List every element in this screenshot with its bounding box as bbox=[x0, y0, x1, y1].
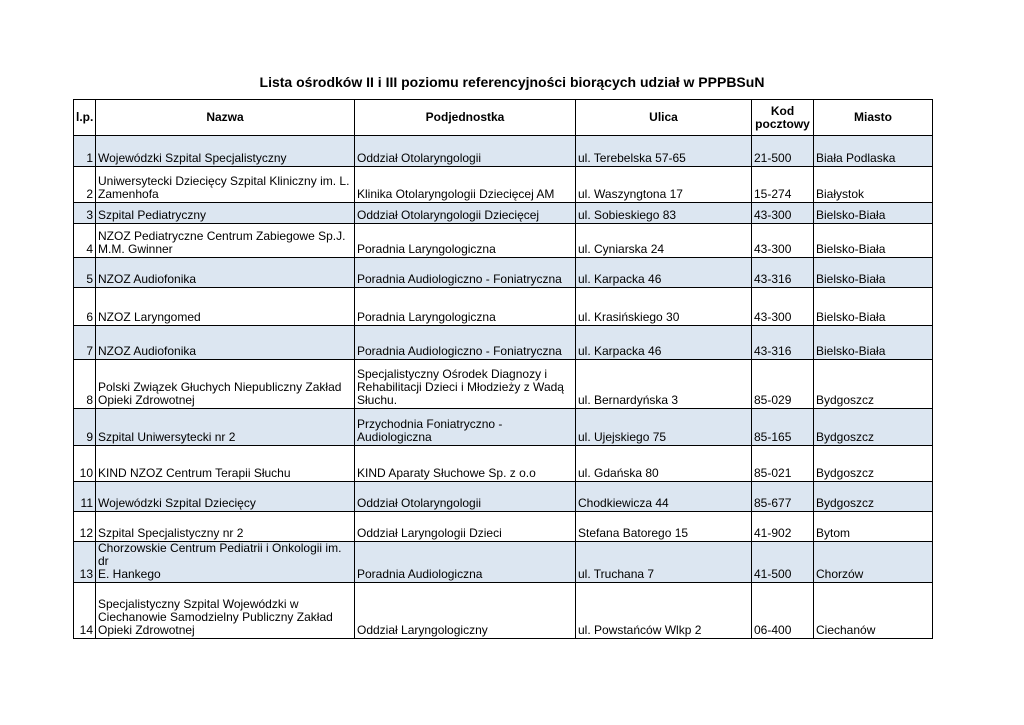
cell-podjednostka bbox=[355, 512, 576, 542]
cell-ulica: ul. Ujejskiego 75 bbox=[576, 409, 752, 446]
table-row bbox=[74, 326, 933, 360]
cell-miasto: Chorzów bbox=[814, 542, 933, 583]
table-row bbox=[74, 288, 933, 326]
cell-nazwa bbox=[96, 583, 355, 639]
cell-nazwa-line: KIND NZOZ Centrum Terapii Słuchu bbox=[98, 466, 291, 480]
cell-podjednostka bbox=[355, 446, 576, 482]
cell-podjednostka bbox=[355, 326, 576, 360]
table-row bbox=[74, 512, 933, 542]
header-miasto: Miasto bbox=[814, 100, 933, 136]
cell-miasto: Bielsko-Biała bbox=[814, 326, 933, 360]
cell-podjednostka-line: Przychodnia Foniatryczno - Audiologiczna bbox=[357, 417, 503, 444]
cell-podjednostka-line: Poradnia Audiologiczna bbox=[357, 567, 483, 581]
cell-nazwa-line: Specjalistyczny Szpital Wojewódzki w bbox=[98, 597, 299, 611]
cell-podjednostka-line: Poradnia Laryngologiczna bbox=[357, 242, 496, 256]
table-row bbox=[74, 360, 933, 409]
cell-miasto: Ciechanów bbox=[814, 583, 933, 639]
cell-kod: 06-400 bbox=[752, 583, 814, 639]
cell-nazwa bbox=[96, 136, 355, 167]
cell-nazwa bbox=[96, 288, 355, 326]
cell-podjednostka-line: Słuchu. bbox=[357, 393, 398, 407]
table-row bbox=[74, 203, 933, 224]
cell-podjednostka-line: Oddział Otolaryngologii Dziecięcej bbox=[357, 208, 540, 222]
cell-lp: 9 bbox=[74, 409, 96, 446]
cell-podjednostka-line: KIND Aparaty Słuchowe Sp. z o.o bbox=[357, 466, 536, 480]
cell-nazwa-line: Szpital Pediatryczny bbox=[98, 208, 207, 222]
cell-miasto: Bielsko-Biała bbox=[814, 258, 933, 288]
cell-nazwa-line: Polski Związek Głuchych Niepubliczny Zakład bbox=[98, 380, 342, 394]
cell-podjednostka bbox=[355, 409, 576, 446]
cell-nazwa-line: Wojewódzki Szpital Specjalistyczny bbox=[98, 151, 287, 165]
cell-nazwa-line: Szpital Specjalistyczny nr 2 bbox=[98, 526, 244, 540]
cell-kod: 43-316 bbox=[752, 258, 814, 288]
cell-nazwa-line: M.M. Gwinner bbox=[98, 242, 173, 256]
cell-lp: 4 bbox=[74, 224, 96, 258]
cell-podjednostka-line: Klinika Otolaryngologii Dziecięcej AM bbox=[357, 187, 555, 201]
cell-kod: 41-902 bbox=[752, 512, 814, 542]
cell-nazwa-line: NZOZ Laryngomed bbox=[98, 310, 201, 324]
cell-kod: 85-021 bbox=[752, 446, 814, 482]
cell-podjednostka bbox=[355, 167, 576, 203]
cell-nazwa-line: E. Hankego bbox=[98, 567, 161, 581]
cell-ulica: Stefana Batorego 15 bbox=[576, 512, 752, 542]
cell-nazwa bbox=[96, 224, 355, 258]
cell-kod: 85-165 bbox=[752, 409, 814, 446]
cell-kod: 43-300 bbox=[752, 288, 814, 326]
cell-podjednostka-line: Rehabilitacji Dzieci i Młodzieży z Wadą bbox=[357, 380, 564, 394]
table-row bbox=[74, 167, 933, 203]
cell-lp: 1 bbox=[74, 136, 96, 167]
table-row bbox=[74, 258, 933, 288]
cell-nazwa bbox=[96, 482, 355, 512]
cell-nazwa bbox=[96, 326, 355, 360]
cell-podjednostka-line: Poradnia Audiologiczno - Foniatryczna bbox=[357, 344, 562, 358]
cell-nazwa-line: NZOZ Pediatryczne Centrum Zabiegowe Sp.J. bbox=[98, 229, 346, 243]
cell-ulica: ul. Waszyngtona 17 bbox=[576, 167, 752, 203]
table-body bbox=[74, 136, 933, 639]
cell-lp: 5 bbox=[74, 258, 96, 288]
cell-miasto: Bydgoszcz bbox=[814, 360, 933, 409]
header-kod bbox=[752, 100, 814, 136]
cell-ulica: ul. Karpacka 46 bbox=[576, 326, 752, 360]
header-ulica: Ulica bbox=[576, 100, 752, 136]
cell-podjednostka bbox=[355, 224, 576, 258]
cell-miasto: Biała Podlaska bbox=[814, 136, 933, 167]
cell-nazwa-line: Zamenhofa bbox=[98, 187, 159, 201]
cell-nazwa bbox=[96, 167, 355, 203]
cell-nazwa-line: NZOZ Audiofonika bbox=[98, 344, 197, 358]
cell-nazwa-line: Ciechanowie Samodzielny Publiczny Zakład bbox=[98, 610, 333, 624]
cell-podjednostka-line: Poradnia Laryngologiczna bbox=[357, 310, 496, 324]
table-row bbox=[74, 542, 933, 583]
table-row bbox=[74, 482, 933, 512]
cell-ulica: ul. Cyniarska 24 bbox=[576, 224, 752, 258]
cell-podjednostka bbox=[355, 288, 576, 326]
cell-nazwa bbox=[96, 360, 355, 409]
table-row bbox=[74, 446, 933, 482]
cell-podjednostka-line: Poradnia Audiologiczno - Foniatryczna bbox=[357, 272, 562, 286]
cell-ulica: ul. Bernardyńska 3 bbox=[576, 360, 752, 409]
cell-podjednostka bbox=[355, 583, 576, 639]
cell-lp: 6 bbox=[74, 288, 96, 326]
cell-lp: 7 bbox=[74, 326, 96, 360]
table-row bbox=[74, 583, 933, 639]
page-title: Lista ośrodków II i III poziomu referencyjności biorących udział w PPPBSuN bbox=[259, 74, 765, 90]
cell-nazwa-line: Chorzowskie Centrum Pediatrii i Onkologii im. dr bbox=[98, 541, 342, 568]
cell-nazwa bbox=[96, 409, 355, 446]
table-row bbox=[74, 409, 933, 446]
cell-miasto: Bydgoszcz bbox=[814, 446, 933, 482]
cell-miasto: Bytom bbox=[814, 512, 933, 542]
cell-kod: 41-500 bbox=[752, 542, 814, 583]
cell-miasto: Bielsko-Biała bbox=[814, 224, 933, 258]
cell-podjednostka bbox=[355, 258, 576, 288]
cell-ulica: Chodkiewicza 44 bbox=[576, 482, 752, 512]
header-kod-line1: Kod bbox=[770, 103, 795, 118]
cell-lp: 11 bbox=[74, 482, 96, 512]
centers-table bbox=[73, 99, 933, 639]
cell-lp: 8 bbox=[74, 360, 96, 409]
cell-lp: 14 bbox=[74, 583, 96, 639]
cell-ulica: ul. Gdańska 80 bbox=[576, 446, 752, 482]
cell-miasto: Bydgoszcz bbox=[814, 409, 933, 446]
cell-miasto: Bielsko-Biała bbox=[814, 288, 933, 326]
cell-kod: 15-274 bbox=[752, 167, 814, 203]
cell-lp: 13 bbox=[74, 542, 96, 583]
cell-kod: 43-300 bbox=[752, 224, 814, 258]
cell-miasto: Bydgoszcz bbox=[814, 482, 933, 512]
cell-kod: 43-316 bbox=[752, 326, 814, 360]
cell-nazwa bbox=[96, 446, 355, 482]
cell-kod: 43-300 bbox=[752, 203, 814, 224]
cell-nazwa bbox=[96, 512, 355, 542]
cell-podjednostka bbox=[355, 542, 576, 583]
header-lp: l.p. bbox=[74, 100, 96, 136]
cell-nazwa bbox=[96, 203, 355, 224]
cell-ulica: ul. Truchana 7 bbox=[576, 542, 752, 583]
cell-lp: 3 bbox=[74, 203, 96, 224]
table-row bbox=[74, 224, 933, 258]
cell-lp: 12 bbox=[74, 512, 96, 542]
cell-podjednostka-line: Oddział Laryngologiczny bbox=[357, 623, 488, 637]
cell-nazwa bbox=[96, 258, 355, 288]
cell-nazwa bbox=[96, 542, 355, 583]
cell-kod: 85-029 bbox=[752, 360, 814, 409]
cell-lp: 2 bbox=[74, 167, 96, 203]
cell-nazwa-line: Szpital Uniwersytecki nr 2 bbox=[98, 430, 236, 444]
cell-miasto: Bielsko-Biała bbox=[814, 203, 933, 224]
cell-ulica: ul. Karpacka 46 bbox=[576, 258, 752, 288]
table-row bbox=[74, 136, 933, 167]
cell-nazwa-line: Uniwersytecki Dziecięcy Szpital Kliniczny im. L. bbox=[98, 174, 350, 188]
cell-podjednostka-line: Oddział Laryngologii Dzieci bbox=[357, 526, 502, 540]
cell-podjednostka-line: Oddział Otolaryngologii bbox=[357, 496, 482, 510]
cell-ulica: ul. Krasińskiego 30 bbox=[576, 288, 752, 326]
cell-nazwa-line: Opieki Zdrowotnej bbox=[98, 393, 195, 407]
header-kod-line2: pocztowy bbox=[755, 116, 810, 131]
cell-miasto: Białystok bbox=[814, 167, 933, 203]
cell-podjednostka bbox=[355, 203, 576, 224]
cell-podjednostka bbox=[355, 482, 576, 512]
cell-podjednostka bbox=[355, 360, 576, 409]
header-nazwa: Nazwa bbox=[96, 100, 355, 136]
cell-lp: 10 bbox=[74, 446, 96, 482]
cell-kod: 85-677 bbox=[752, 482, 814, 512]
table-header-row bbox=[74, 100, 933, 136]
cell-kod: 21-500 bbox=[752, 136, 814, 167]
cell-ulica: ul. Powstańców Wlkp 2 bbox=[576, 583, 752, 639]
cell-podjednostka-line: Specjalistyczny Ośrodek Diagnozy i bbox=[357, 367, 548, 381]
cell-podjednostka bbox=[355, 136, 576, 167]
cell-ulica: ul. Sobieskiego 83 bbox=[576, 203, 752, 224]
cell-ulica: ul. Terebelska 57-65 bbox=[576, 136, 752, 167]
header-podjednostka: Podjednostka bbox=[355, 100, 576, 136]
cell-nazwa-line: Wojewódzki Szpital Dziecięcy bbox=[98, 496, 256, 510]
cell-nazwa-line: NZOZ Audiofonika bbox=[98, 272, 197, 286]
cell-nazwa-line: Opieki Zdrowotnej bbox=[98, 623, 195, 637]
cell-podjednostka-line: Oddział Otolaryngologii bbox=[357, 151, 482, 165]
